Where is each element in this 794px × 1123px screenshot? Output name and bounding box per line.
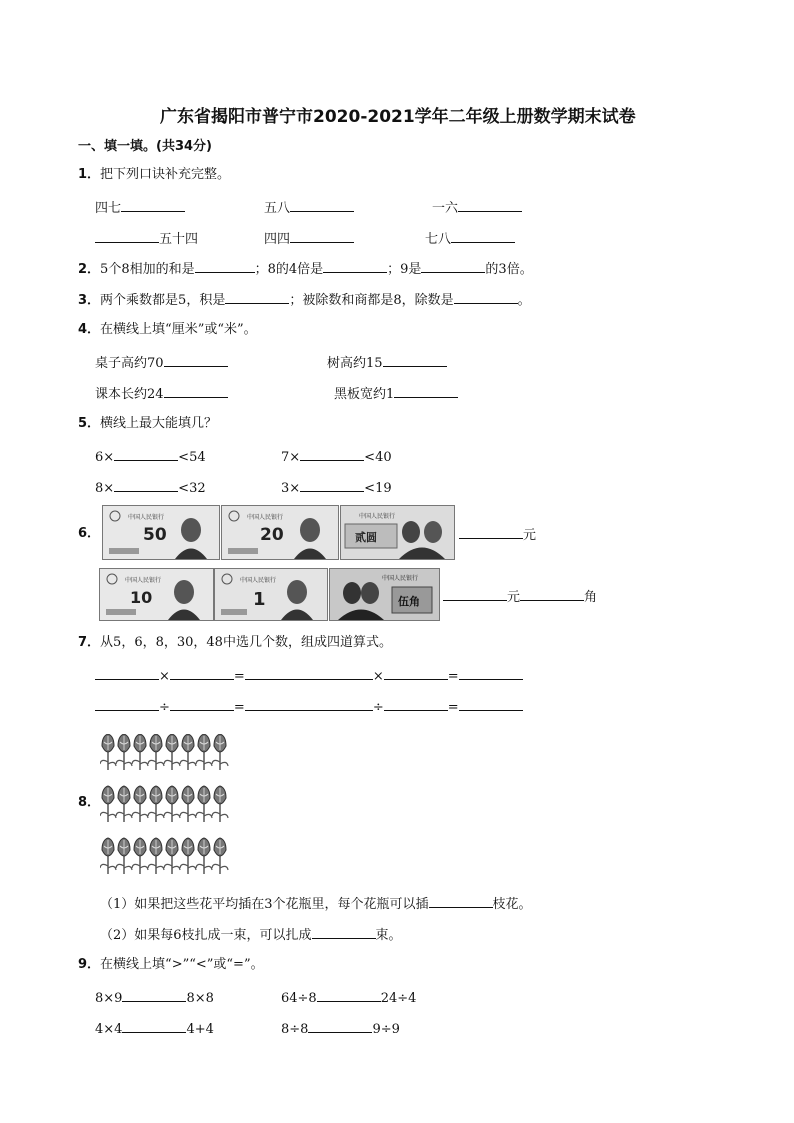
q9-item-3: 4×4 4+4 <box>95 1019 214 1039</box>
svg-text:中国人民银行: 中国人民银行 <box>240 577 277 584</box>
answer-blank[interactable] <box>164 384 228 398</box>
answer-blank[interactable] <box>290 198 354 212</box>
note-value: 贰圆 <box>355 531 377 544</box>
q1-stem <box>78 166 230 184</box>
q4-item-1: 桌子高约70 <box>95 353 228 373</box>
answer-blank[interactable] <box>290 229 354 243</box>
answer-blank[interactable] <box>122 1019 186 1033</box>
answer-blank[interactable] <box>394 384 458 398</box>
q1-item-6: 七八 <box>425 229 515 249</box>
q9-item-2: 64÷8 24÷4 <box>281 988 416 1008</box>
question-number: 8． <box>78 795 101 810</box>
note-value: 50 <box>143 525 167 545</box>
svg-text:中国人民银行: 中国人民银行 <box>359 513 396 520</box>
q2-line: 2．5个8相加的和是 ；8的4倍是 ；9是 的3倍。 <box>78 259 533 279</box>
flower-picture <box>100 734 240 878</box>
svg-text:中国人民银行: 中国人民银行 <box>382 575 419 582</box>
answer-blank[interactable] <box>323 259 387 273</box>
q3-line: 3．两个乘数都是5，积是 ；被除数和商都是8，除数是 。 <box>78 290 531 310</box>
answer-blank[interactable] <box>443 587 507 601</box>
answer-blank[interactable] <box>421 259 485 273</box>
question-number: 6． <box>78 526 101 541</box>
q5-item-2: 7× <40 <box>281 447 392 467</box>
q6-answer-1: 元 <box>459 525 536 545</box>
answer-blank[interactable] <box>459 666 523 680</box>
q4-item-2: 树高约15 <box>327 353 447 373</box>
banknote-20 <box>221 505 339 560</box>
q1-item-5: 四四 <box>264 229 354 249</box>
q1-item-1: 四七 <box>95 198 185 218</box>
answer-blank[interactable] <box>520 587 584 601</box>
answer-blank[interactable] <box>121 198 185 212</box>
q9-item-4: 8÷8 9÷9 <box>281 1019 400 1039</box>
answer-blank[interactable] <box>383 353 447 367</box>
answer-blank[interactable] <box>95 697 159 711</box>
answer-blank[interactable] <box>95 229 159 243</box>
q5-item-1: 6× <54 <box>95 447 206 467</box>
banknote-1-yuan <box>214 568 328 621</box>
note-value: 20 <box>260 525 284 545</box>
answer-blank[interactable] <box>245 697 373 711</box>
answer-blank[interactable] <box>312 925 376 939</box>
banknote-5-jiao <box>329 568 440 621</box>
question-number: 4． <box>78 322 101 337</box>
banknote-50 <box>102 505 220 560</box>
answer-blank[interactable] <box>459 697 523 711</box>
question-number: 3． <box>78 293 101 308</box>
q9-stem: 9．在横线上填“>”“<”或“=”。 <box>78 957 264 972</box>
answer-blank[interactable] <box>95 666 159 680</box>
answer-blank[interactable] <box>458 198 522 212</box>
note-value: 1 <box>253 589 266 610</box>
q6-answer-2: 元 角 <box>443 587 597 607</box>
svg-text:中国人民银行: 中国人民银行 <box>128 514 165 521</box>
note-value: 10 <box>130 588 153 607</box>
q1-item-2: 五八 <box>264 198 354 218</box>
q1-item-3: 一六 <box>432 198 522 218</box>
section-heading: 一、填一填。(共34分) <box>78 139 212 154</box>
answer-blank[interactable] <box>317 988 381 1002</box>
page-title: 广东省揭阳市普宁市2020-2021学年二年级上册数学期末试卷 <box>160 107 636 127</box>
note-value: 伍角 <box>398 595 420 608</box>
answer-blank[interactable] <box>164 353 228 367</box>
answer-blank[interactable] <box>114 478 178 492</box>
q1-item-4: 五十四 <box>95 229 198 249</box>
answer-blank[interactable] <box>114 447 178 461</box>
answer-blank[interactable] <box>384 666 448 680</box>
answer-blank[interactable] <box>459 525 523 539</box>
svg-text:中国人民银行: 中国人民银行 <box>125 577 162 584</box>
answer-blank[interactable] <box>300 447 364 461</box>
answer-blank[interactable] <box>170 666 234 680</box>
question-number: 2． <box>78 262 101 277</box>
q5-item-4: 3× <19 <box>281 478 392 498</box>
answer-blank[interactable] <box>225 290 289 304</box>
banknote-2-yuan <box>340 505 455 560</box>
q8-sub-1: （1）如果把这些花平均插在3个花瓶里，每个花瓶可以插 枝花。 <box>100 894 532 914</box>
answer-blank[interactable] <box>451 229 515 243</box>
q9-item-1: 8×9 8×8 <box>95 988 214 1008</box>
answer-blank[interactable] <box>195 259 255 273</box>
q4-stem: 4．在横线上填“厘米”或“米”。 <box>78 322 257 337</box>
answer-blank[interactable] <box>454 290 518 304</box>
answer-blank[interactable] <box>245 666 373 680</box>
q7-row-1: × = × = <box>95 666 523 686</box>
q8-sub-2: （2）如果每6枝扎成一束，可以扎成 束。 <box>100 925 402 945</box>
question-number: 7． <box>78 635 101 650</box>
answer-blank[interactable] <box>122 988 186 1002</box>
q7-stem: 7．从5，6，8，30，48中选几个数，组成四道算式。 <box>78 635 392 650</box>
answer-blank[interactable] <box>384 697 448 711</box>
q4-item-4: 黑板宽约1 <box>334 384 458 404</box>
answer-blank[interactable] <box>300 478 364 492</box>
svg-text:中国人民银行: 中国人民银行 <box>247 514 284 521</box>
answer-blank[interactable] <box>308 1019 372 1033</box>
q5-item-3: 8× <32 <box>95 478 206 498</box>
answer-blank[interactable] <box>429 894 493 908</box>
question-text: 把下列口诀补充完整。 <box>100 167 231 182</box>
question-number: 5． <box>78 416 101 431</box>
q7-row-2: ÷ = ÷ = <box>95 697 523 717</box>
answer-blank[interactable] <box>170 697 234 711</box>
q4-item-3: 课本长约24 <box>95 384 228 404</box>
banknote-10 <box>99 568 214 621</box>
question-number: 9． <box>78 957 101 972</box>
q5-stem: 5．横线上最大能填几？ <box>78 416 218 431</box>
question-number: 1． <box>78 167 101 182</box>
